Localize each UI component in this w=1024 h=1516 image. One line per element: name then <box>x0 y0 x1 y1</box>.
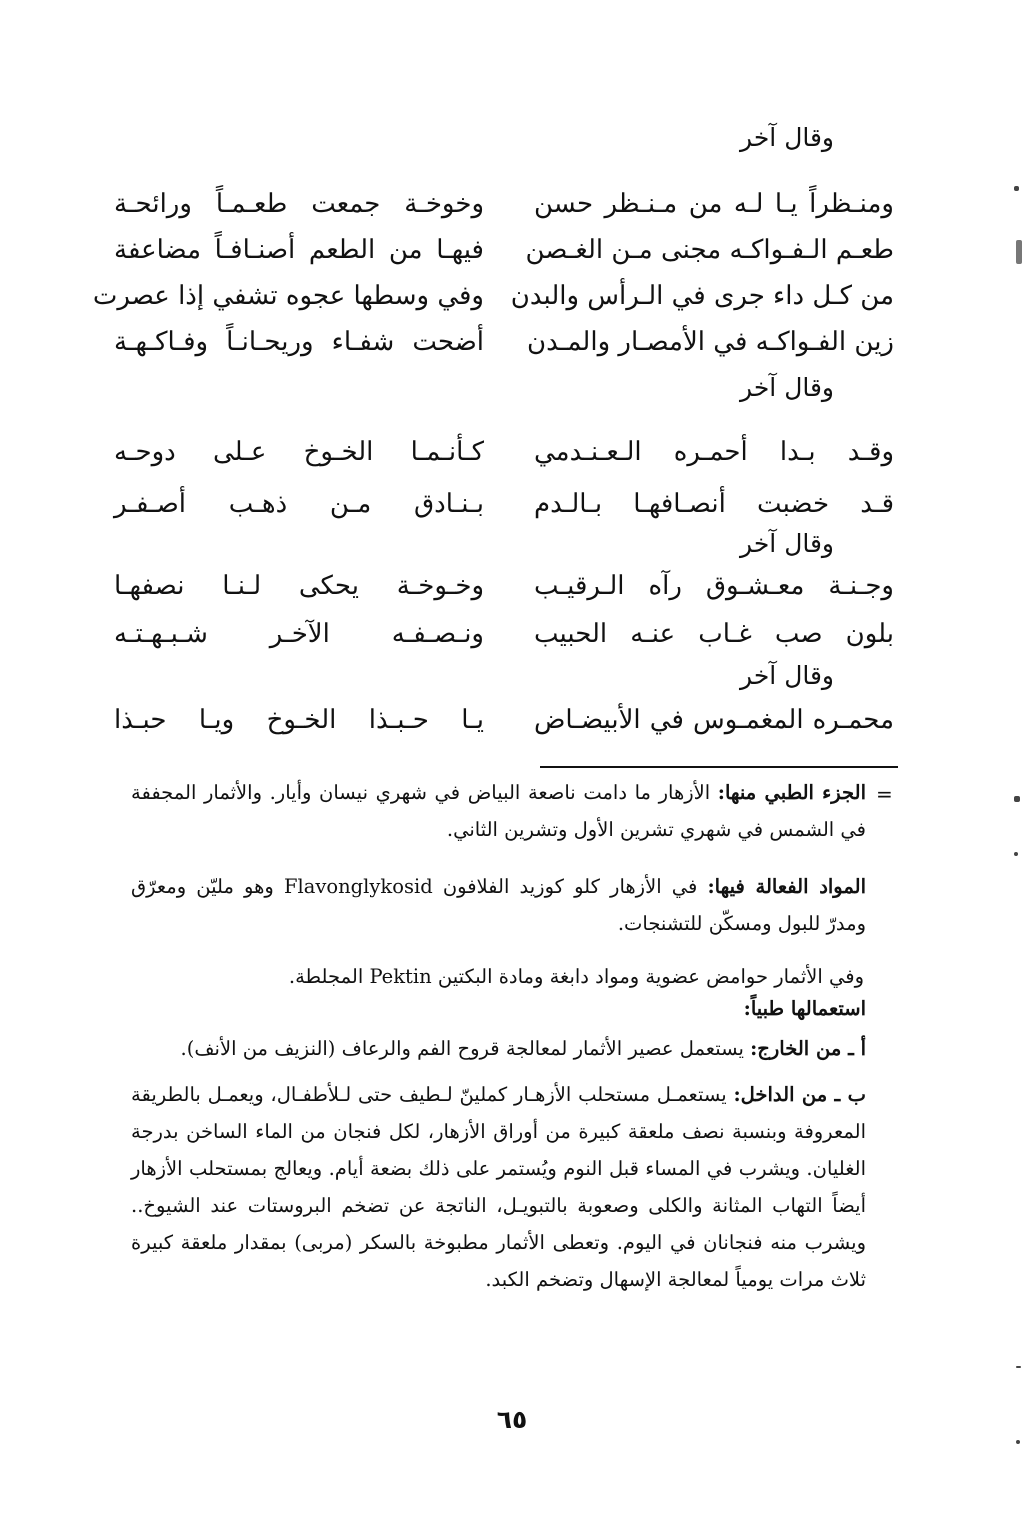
scan-speck <box>1016 1440 1020 1444</box>
scan-speck <box>1014 186 1019 191</box>
verse-first-hemistich: وفي وسطها عجوه تشفي إذا عصرت <box>92 281 484 311</box>
verse-first-hemistich: يـا حـبـذا الخـوخ ويـا حبـذا <box>114 705 484 735</box>
paragraph-medical-use-heading <box>131 990 866 1027</box>
paragraph-text: الأزهار ما دامت ناصعة البياض في شهري نيسان وأيار. والأثمار المجففة في الشمس في شهري تشرين الأول وتشرين الثاني. <box>131 781 866 841</box>
verse-second-hemistich: بلون صب غـاب عنـه الحبيب <box>534 619 894 649</box>
verse-second-hemistich: قـد خضبت أنصـافهـا بـالـدم <box>534 489 894 519</box>
verse-first-hemistich: وخوخـة جمعت طعـمـاً ورائحـة <box>114 189 484 219</box>
continuation-mark: = <box>876 782 893 806</box>
verse-first-hemistich: أضحت شفـاء وريحـانـاً وفـاكـهـة <box>114 327 484 357</box>
paragraph-text: يستعمل عصير الأثمار لمعالجة قروح الفم والرعاف (النزيف من الأنف). <box>180 1037 751 1060</box>
paragraph-label: الجزء الطبي منها: <box>717 781 866 804</box>
verse-second-hemistich: وجـنـة معـشـوق رآه الـرقيـب <box>534 571 894 601</box>
verse-second-hemistich: زين الفـواكـه في الأمصـار والمـدن <box>527 327 894 357</box>
verse-line <box>0 276 1024 316</box>
verse-first-hemistich: كـأنـمـا الخـوخ عـلى دوحـه <box>114 437 484 467</box>
section-divider <box>540 766 898 768</box>
verse-line <box>0 184 1024 224</box>
verse-line <box>0 700 1024 740</box>
verse-second-hemistich: من كـل داء جرى في الـرأس والبدن <box>510 281 894 311</box>
paragraph-text: وفي الأثمار حوامض عضوية ومواد دابغة ومادة البكتين Pektin المجلطة. <box>288 965 864 988</box>
scan-speck <box>1014 852 1018 856</box>
paragraph-medical-part <box>131 774 866 848</box>
verse-first-hemistich: فيهـا من الطعم أصنـافـاً مضاعفة <box>114 235 484 265</box>
section-heading: وقال آخر <box>740 123 834 152</box>
verse-first-hemistich: وخـوخـة يحكى لـنـا نصفهـا <box>114 571 484 601</box>
verse-second-hemistich: طعـم الـفـواكـه مجنى مـن الغـصن <box>525 235 894 265</box>
paragraph-label: أ ـ من الخارج: <box>750 1037 866 1060</box>
section-heading: وقال آخر <box>740 529 834 558</box>
section-heading: وقال آخر <box>740 661 834 690</box>
section-heading: وقال آخر <box>740 373 834 402</box>
verse-line <box>0 566 1024 606</box>
paragraph-text: يستعمـل مستحلب الأزهـار كملينّ لـطيف حتى لـلأطفـال، ويعمـل بالطريقة المعروفة وبنسبة نصف ملعقة كبيرة من أوراق الأزهار، لكل فنجان من الماء الساخن بدرجة الغليان. ويشرب في المساء قبل النوم ويُستمر على ذلك بضعة أيام. ويعالج بمستحلب الأزهار أيضاً التهاب المثانة والكلى وصعوبة بالتبويـل، الناتجة عن تضخم البروستات عند الشيوخ.. ويشرب منه فنجانان في اليوم. وتعطى الأثمار مطبوخة بالسكر (مربى) بمقدار ملعقة كبيرة ثلاث مرات يومياً لمعالجة الإسهال وتضخم الكبد. <box>131 1083 866 1291</box>
paragraph-label: ب ـ من الداخل: <box>733 1083 867 1106</box>
paragraph-text: في الأزهار كلو كوزيد الفلافون Flavonglykosid وهو مليّن ومعرّق ومدرّ للبول ومسكّن للتشنجات. <box>131 875 866 935</box>
paragraph-label: استعمالها طبياً: <box>743 997 866 1020</box>
paragraph-external-use <box>131 1030 866 1067</box>
verse-line <box>0 484 1024 524</box>
verse-line <box>0 614 1024 654</box>
scan-speck <box>1016 240 1022 264</box>
verse-line <box>0 230 1024 270</box>
verse-line <box>0 432 1024 472</box>
verse-first-hemistich: بـنـادق مـن ذهـب أصـفـر <box>114 489 484 519</box>
verse-line <box>0 322 1024 362</box>
verse-second-hemistich: وقـد بـدا أحمـره الـعـنـدمي <box>534 437 894 467</box>
scan-speck <box>1014 796 1020 802</box>
verse-second-hemistich: محمـره المغمـوس في الأبيضـاض <box>534 705 894 735</box>
paragraph-active-ingredients <box>131 868 866 942</box>
verse-first-hemistich: ونـصـفـه الآخـر شـبـهـتـه <box>114 619 484 649</box>
paragraph-internal-use <box>131 1076 866 1298</box>
paragraph-label: المواد الفعالة فيها: <box>707 875 867 898</box>
scan-speck <box>1016 1366 1021 1368</box>
page-number: ٦٥ <box>496 1405 528 1434</box>
verse-second-hemistich: ومنـظراً يـا لـه من مـنـظر حسن <box>534 189 894 219</box>
